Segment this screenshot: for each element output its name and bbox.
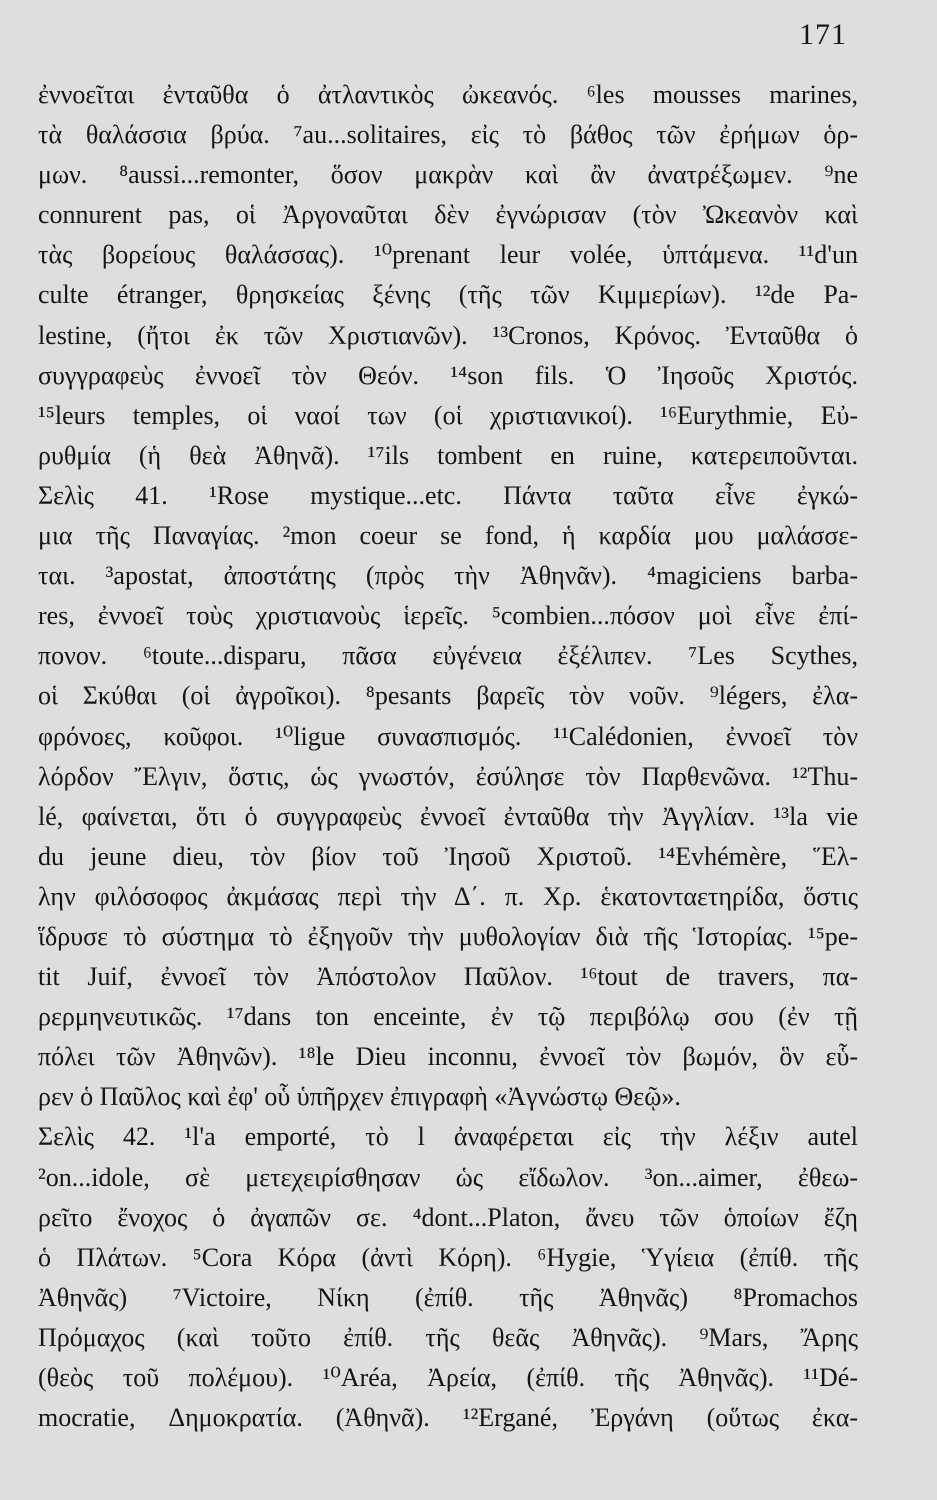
text-line: connurent pas, οἱ Ἀργοναῦται δὲν ἐγνώρισαν (τὸν Ὠκεανὸν καὶ	[38, 200, 858, 230]
text-line: Πρόμαχος (καὶ τοῦτο ἐπίθ. τῆς θεᾶς Ἀθηνᾶς). ⁹Mars, Ἄρης	[38, 1322, 858, 1352]
text-line: Ἀθηνᾶς) ⁷Victoire, Νίκη (ἐπίθ. τῆς Ἀθηνᾶς) ⁸Promachos	[38, 1282, 858, 1312]
text-line: οἱ Σκύθαι (οἱ ἀγροῖκοι). ⁸pesants βαρεῖς τὸν νοῦν. ⁹légers, ἐλα-	[38, 681, 858, 711]
text-line: ται. ³apostat, ἀποστάτης (πρὸς τὴν Ἀθηνᾶν). ⁴magiciens barba-	[38, 561, 858, 591]
text-line: culte étranger, θρησκείας ξένης (τῆς τῶν Κιμμερίων). ¹²de Pa-	[38, 280, 858, 310]
text-line: du jeune dieu, τὸν βίον τοῦ Ἰησοῦ Χριστοῦ. ¹⁴Evhémère, Ἕλ-	[38, 841, 858, 871]
text-line: ρυθμία (ἡ θεὰ Ἀθηνᾶ). ¹⁷ils tombent en ruine, κατερειποῦνται.	[38, 440, 858, 470]
section-heading-line: Σελὶς 42. ¹l'a emporté, τὸ l ἀναφέρεται εἰς τὴν λέξιν autel	[38, 1122, 858, 1152]
text-line: ὁ Πλάτων. ⁵Cora Κόρα (ἀντὶ Κόρη). ⁶Hygie, Ὑγίεια (ἐπίθ. τῆς	[38, 1242, 858, 1272]
text-line: λην φιλόσοφος ἀκμάσας περὶ τὴν Δ΄. π. Χρ. ἑκατονταετηρίδα, ὅστις	[38, 881, 858, 911]
text-line: ἵδρυσε τὸ σύστημα τὸ ἐξηγοῦν τὴν μυθολογίαν διὰ τῆς Ἱστορίας. ¹⁵pe-	[38, 921, 858, 951]
text-line: πονον. ⁶toute...disparu, πᾶσα εὐγένεια ἐξέλιπεν. ⁷Les Scythes,	[38, 641, 858, 671]
text-line: mocratie, Δημοκρατία. (Ἀθηνᾶ). ¹²Ergané, Ἐργάνη (οὕτως ἐκα-	[38, 1403, 858, 1433]
text-line: τὰς βορείους θαλάσσας). ¹⁰prenant leur volée, ὑπτάμενα. ¹¹d'un	[38, 240, 858, 270]
text-line: res, ἐννοεῖ τοὺς χριστιανοὺς ἱερεῖς. ⁵combien...πόσον μοὶ εἶνε ἐπί-	[38, 601, 858, 631]
text-line: φρόνοες, κοῦφοι. ¹⁰ligue συνασπισμός. ¹¹Calédonien, ἐννοεῖ τὸν	[38, 721, 858, 751]
section-heading-line: Σελὶς 41. ¹Rose mystique...etc. Πάντα ταῦτα εἶνε ἐγκώ-	[38, 480, 858, 510]
text-line: ρερμηνευτικῶς. ¹⁷dans ton enceinte, ἐν τῷ περιβόλῳ σου (ἐν τῇ	[38, 1002, 858, 1032]
text-line: lé, φαίνεται, ὅτι ὁ συγγραφεὺς ἐννοεῖ ἐνταῦθα τὴν Ἀγγλίαν. ¹³la vie	[38, 801, 858, 831]
text-line: τὰ θαλάσσια βρύα. ⁷au...solitaires, εἰς τὸ βάθος τῶν ἐρήμων ὁρ-	[38, 120, 858, 150]
text-line: (θεὸς τοῦ πολέμου). ¹⁰Aréa, Ἀρεία, (ἐπίθ. τῆς Ἀθηνᾶς). ¹¹Dé-	[38, 1363, 858, 1392]
text-line: ἐννοεῖται ἐνταῦθα ὁ ἀτλαντικὸς ὠκεανός. ⁶les mousses marines,	[38, 80, 858, 109]
page-number: 171	[799, 18, 847, 51]
text-line: tit Juif, ἐννοεῖ τὸν Ἀπόστολον Παῦλον. ¹⁶tout de travers, πα-	[38, 962, 858, 992]
text-line: μων. ⁸aussi...remonter, ὅσον μακρὰν καὶ ἂν ἀνατρέξωμεν. ⁹ne	[38, 160, 858, 190]
text-line: πόλει τῶν Ἀθηνῶν). ¹⁸le Dieu inconnu, ἐννοεῖ τὸν βωμόν, ὃν εὗ-	[38, 1042, 858, 1072]
text-line: lestine, (ἤτοι ἐκ τῶν Χριστιανῶν). ¹³Cronos, Κρόνος. Ἐνταῦθα ὁ	[38, 320, 858, 350]
text-line: συγγραφεὺς ἐννοεῖ τὸν Θεόν. ¹⁴son fils. Ὁ Ἰησοῦς Χριστός.	[38, 360, 858, 390]
text-line: λόρδον Ἔλγιν, ὅστις, ὡς γνωστόν, ἐσύλησε τὸν Παρθενῶνα. ¹²Thu-	[38, 761, 858, 791]
text-line: ²on...idole, σὲ μετεχειρίσθησαν ὡς εἴδωλον. ³on...aimer, ἐθεω-	[38, 1162, 858, 1192]
text-line: ρεῖτο ἔνοχος ὁ ἀγαπῶν σε. ⁴dont...Platon, ἄνευ τῶν ὁποίων ἔζη	[38, 1202, 858, 1232]
notes-text	[38, 75, 858, 1438]
text-line: ¹⁵leurs temples, οἱ ναοί των (οἱ χριστιανικοί). ¹⁶Eurythmie, Εὐ-	[38, 400, 858, 430]
text-line: ρεν ὁ Παῦλος καὶ ἐφ' οὗ ὑπῆρχεν ἐπιγραφὴ «Ἀγνώστῳ Θεῷ».	[38, 1082, 681, 1112]
text-line: μια τῆς Παναγίας. ²mon coeur se fond, ἡ καρδία μου μαλάσσε-	[38, 521, 858, 551]
